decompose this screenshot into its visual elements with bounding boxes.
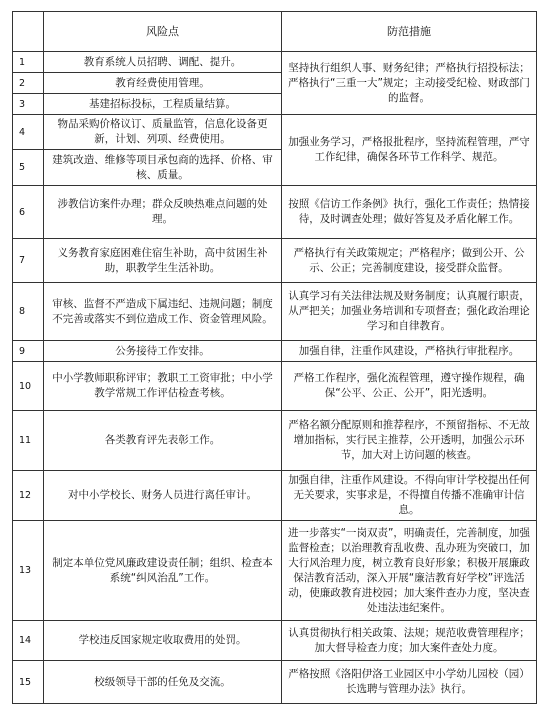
row-number: 11 xyxy=(13,411,44,471)
measure-cell: 加强业务学习，严格报批程序，坚持流程管理，严守工作纪律，确保各环节工作科学、规范。 xyxy=(282,115,537,186)
risk-cell: 涉教信访案件办理；群众反映热难点问题的处理。 xyxy=(44,186,282,239)
header-risk: 风险点 xyxy=(44,12,282,52)
risk-cell: 物品采购价格议订、质量监管，信息化设备更新，计划、列项、经费使用。 xyxy=(44,115,282,150)
table-row xyxy=(13,521,537,621)
row-number: 13 xyxy=(13,521,44,621)
risk-cell: 审核、监督不严造成下属违纪、违规问题；制度不完善或落实不到位造成工作、资金管理风险。 xyxy=(44,283,282,341)
row-number: 4 xyxy=(13,115,44,150)
risk-cell: 校级领导干部的任免及交流。 xyxy=(44,661,282,704)
row-number: 8 xyxy=(13,283,44,341)
row-number: 2 xyxy=(13,73,44,94)
table-row xyxy=(13,621,537,661)
row-number: 12 xyxy=(13,471,44,521)
header-num xyxy=(13,12,44,52)
table-row xyxy=(13,239,537,283)
measure-cell: 严格工作程序，强化流程管理，遵守操作规程，确保“公平、公正、公开”，阳光透明。 xyxy=(282,362,537,411)
risk-cell: 建筑改造、维修等项目承包商的选择、价格、审核、质量。 xyxy=(44,150,282,186)
table-row xyxy=(13,186,537,239)
table-row xyxy=(13,411,537,471)
measure-cell: 认真贯彻执行相关政策、法规；规范收费管理程序；加大督导检查力度；加大案件查处力度。 xyxy=(282,621,537,661)
row-number: 3 xyxy=(13,94,44,115)
measure-cell: 严格执行有关政策规定；严格程序；做到公开、公示、公正；完善制度建设，接受群众监督。 xyxy=(282,239,537,283)
measure-cell: 按照《信访工作条例》执行，强化工作责任；热情接待，及时调查处理；做好答复及矛盾化解工作。 xyxy=(282,186,537,239)
table-row xyxy=(13,362,537,411)
risk-cell: 中小学教师职称评审；教职工工资审批；中小学教学常规工作评估检查考核。 xyxy=(44,362,282,411)
table-row xyxy=(13,283,537,341)
risk-cell: 教育经费使用管理。 xyxy=(44,73,282,94)
measure-cell: 认真学习有关法律法规及财务制度；认真履行职责，从严把关；加强业务培训和专项督查；强化政治理论学习和自律教育。 xyxy=(282,283,537,341)
measure-cell: 进一步落实“一岗双责”，明确责任，完善制度，加强监督检查；以治理教育乱收费、乱办班为突破口，加大行风治理力度，树立教育良好形象；积极开展廉政保洁教育活动，深入开展“廉洁教育好学校”评选活动，使廉政教育进校园；加大案件查办力度，坚决查处违法违纪案件。 xyxy=(282,521,537,621)
measure-cell: 加强自律，注重作风建设。不得向审计学校提出任何无关要求，实事求是，不得擅自传播不准确审计信息。 xyxy=(282,471,537,521)
row-number: 5 xyxy=(13,150,44,186)
measure-cell: 坚持执行组织人事、财务纪律；严格执行招投标法；严格执行“三重一大”规定；主动接受纪检、财政部门的监督。 xyxy=(282,52,537,115)
risk-cell: 公务接待工作安排。 xyxy=(44,341,282,362)
row-number: 10 xyxy=(13,362,44,411)
risk-cell: 基建招标投标，工程质量结算。 xyxy=(44,94,282,115)
row-number: 14 xyxy=(13,621,44,661)
table-row xyxy=(13,52,537,73)
row-number: 15 xyxy=(13,661,44,704)
header-measure: 防范措施 xyxy=(282,12,537,52)
measure-cell: 严格名额分配原则和推荐程序，不预留指标、不无故增加指标，实行民主推荐，公开透明，加强公示环节，加大对上访问题的核查。 xyxy=(282,411,537,471)
risk-cell: 各类教育评先表彰工作。 xyxy=(44,411,282,471)
table-row xyxy=(13,115,537,150)
measure-cell: 严格按照《洛阳伊洛工业园区中小学幼儿园校（园）长选聘与管理办法》执行。 xyxy=(282,661,537,704)
risk-cell: 学校违反国家规定收取费用的处罚。 xyxy=(44,621,282,661)
risk-cell: 教育系统人员招聘、调配、提升。 xyxy=(44,52,282,73)
row-number: 1 xyxy=(13,52,44,73)
table-header-row xyxy=(13,12,537,52)
measure-cell: 加强自律，注重作风建设，严格执行审批程序。 xyxy=(282,341,537,362)
risk-cell: 对中小学校长、财务人员进行离任审计。 xyxy=(44,471,282,521)
risk-cell: 制定本单位党风廉政建设责任制；组织、检查本系统“纠风治乱”工作。 xyxy=(44,521,282,621)
table-row xyxy=(13,661,537,704)
row-number: 6 xyxy=(13,186,44,239)
row-number: 7 xyxy=(13,239,44,283)
table-row xyxy=(13,471,537,521)
table-row xyxy=(13,341,537,362)
risk-cell: 义务教育家庭困难住宿生补助，高中贫困生补助，职教学生生活补助。 xyxy=(44,239,282,283)
row-number: 9 xyxy=(13,341,44,362)
risk-table xyxy=(12,11,537,704)
